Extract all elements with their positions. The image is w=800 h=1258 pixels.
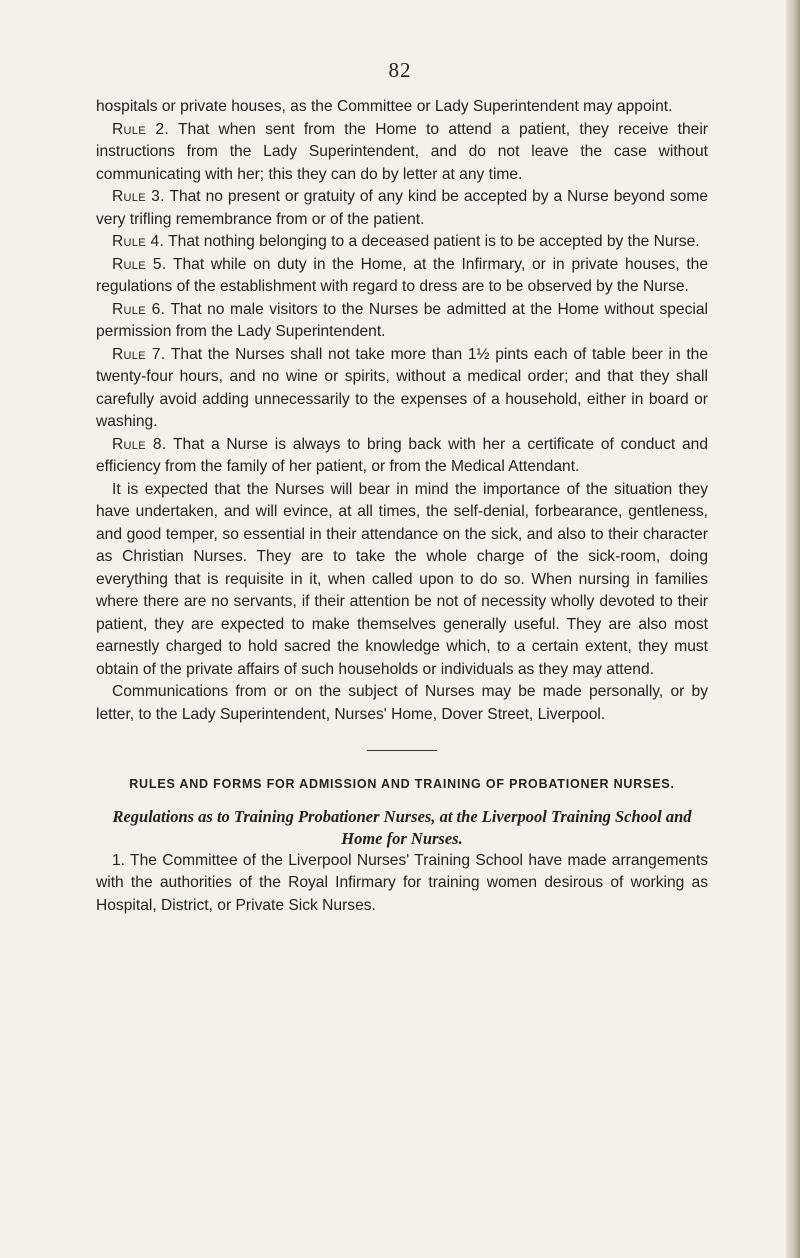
rule-text: That no male visitors to the Nurses be admitted at the Home without special permission from the Lady Superintendent. xyxy=(96,300,708,340)
page-edge-shadow xyxy=(786,0,800,1258)
rule-3 xyxy=(96,186,708,231)
section-subtitle: Regulations as to Training Probationer Nurses, at the Liverpool Training School and Home for Nurses. xyxy=(112,806,692,848)
rule-4 xyxy=(96,231,708,254)
rule-text: That a Nurse is always to bring back with her a certificate of conduct and efficiency from the family of her patient, or from the Medical Attendant. xyxy=(96,435,708,475)
communications-paragraph: Communications from or on the subject of Nurses may be made personally, or by letter, to the Lady Superintendent, Nurses' Home, Dover Street, Liverpool. xyxy=(96,683,708,723)
rule-8 xyxy=(96,434,708,479)
rule-text: That no present or gratuity of any kind be accepted by a Nurse beyond some very trifling remembrance from or of the patient. xyxy=(96,188,708,228)
rule-label: Rule 7. xyxy=(112,345,166,363)
section-divider xyxy=(367,750,437,751)
rule-label: Rule 4. xyxy=(112,233,165,250)
paragraph-continuation xyxy=(96,96,708,119)
page-number: 82 xyxy=(388,58,412,82)
rule-text: That while on duty in the Home, at the Infirmary, or in private houses, the regulations of the establishment with regard to dress are to be observed by the Nurse. xyxy=(96,255,708,295)
rule-text: That nothing belonging to a deceased patient is to be accepted by the Nurse. xyxy=(164,233,700,250)
rule-text: That when sent from the Home to attend a patient, they receive their instructions from the Lady Superintendent, and do not leave the case without communicating with her; this they can do by letter at any time. xyxy=(96,120,708,183)
rule-label: Rule 6. xyxy=(112,300,166,318)
rule-label: Rule 3. xyxy=(112,188,165,205)
rule-2 xyxy=(96,119,708,187)
rule-6 xyxy=(96,299,708,344)
section-heading: RULES AND FORMS FOR ADMISSION AND TRAINING OF PROBATIONER NURSES. xyxy=(129,777,675,791)
paragraph-text: hospitals or private houses, as the Committee or Lady Superintendent may appoint. xyxy=(96,98,673,115)
rule-label: Rule 8. xyxy=(112,435,167,453)
rule-label: Rule 5. xyxy=(112,255,167,273)
page-body xyxy=(96,96,708,917)
expectations-paragraph: It is expected that the Nurses will bear in mind the importance of the situation they have undertaken, and will evince, at all times, the self-denial, forbearance, gentleness, and good temper, so essential in their attendance on the sick, and also to their character as Christian Nurses. They are to take the whole charge of the sick-room, doing everything that is requisite in it, when called upon to do so. When nursing in families where there are no servants, if their attention be not of necessity wholly devoted to their patient, they are expected to make themselves generally useful. They are also most earnestly charged to hold sacred the knowledge which, to a certain extent, they must obtain of the private affairs of such households or individuals as they may attend. xyxy=(96,480,708,678)
rule-5 xyxy=(96,254,708,299)
rule-text: That the Nurses shall not take more than 1½ pints each of table beer in the twenty-four hours, and no wine or spirits, without a medical order; and that they shall carefully avoid adding unnecessarily to the expenses of a household, either in board or washing. xyxy=(96,345,708,430)
rule-7 xyxy=(96,344,708,434)
rule-label: Rule 2. xyxy=(112,120,170,138)
section-paragraph: 1. The Committee of the Liverpool Nurses' Training School have made arrangements with the authorities of the Royal Infirmary for training women desirous of working as Hospital, District, or Private Sick Nurses. xyxy=(96,851,708,914)
